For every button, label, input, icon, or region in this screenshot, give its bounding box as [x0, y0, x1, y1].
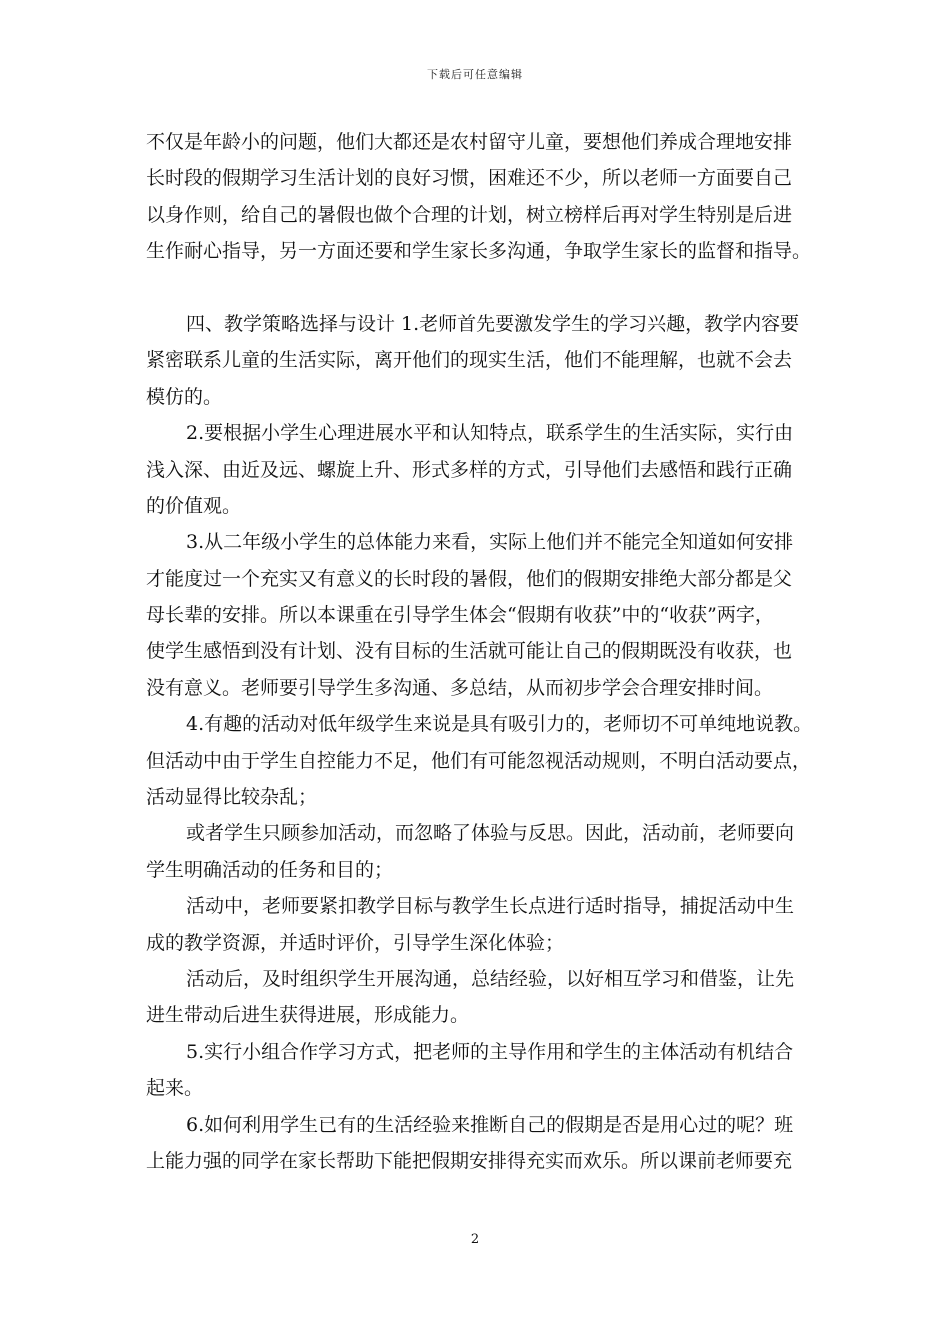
text-line: 2.要根据小学生心理进展水平和认知特点，联系学生的生活实际，实行由 [186, 422, 794, 445]
paragraph [146, 706, 826, 815]
text-line: 浅入深、由近及远、螺旋上升、形式多样的方式，引导他们去感悟和践行正确 [146, 458, 793, 481]
text-line: 以身作则，给自己的暑假也做个合理的计划，树立榜样后再对学生特别是后进 [146, 203, 793, 226]
paragraph [146, 1034, 826, 1107]
paragraph [146, 888, 826, 961]
paragraph [146, 961, 826, 1034]
text-line: 活动中，老师要紧扣教学目标与教学生长点进行适时指导，捕捉活动中生 [186, 895, 795, 918]
text-line: 上能力强的同学在家长帮助下能把假期安排得充实而欢乐。所以课前老师要充 [146, 1149, 793, 1172]
text-line: 或者学生只顾参加活动，而忽略了体验与反思。因此，活动前，老师要向 [186, 822, 795, 845]
text-line: 不仅是年龄小的问题，他们大都还是农村留守儿童，要想他们养成合理地安排 [146, 131, 793, 153]
text-line: 的价值观。 [146, 494, 242, 517]
text-line: 使学生感悟到没有计划、没有目标的生活就可能让自己的假期既没有收获，也 [146, 640, 793, 663]
text-line: 进生带动后进生获得进展，形成能力。 [146, 1004, 470, 1027]
text-line: 6.如何利用学生已有的生活经验来推断自己的假期是否是用心过的呢？班 [186, 1113, 794, 1136]
paragraph [146, 415, 826, 524]
text-line: 3.从二年级小学生的总体能力来看，实际上他们并不能完全知道如何安排 [186, 531, 794, 554]
text-line: 活动显得比较杂乱； [146, 786, 318, 809]
text-line: 母长辈的安排。所以本课重在引导学生体会“假期有收获”中的“收获”两字， [146, 604, 774, 627]
text-line: 生作耐心指导，另一方面还要和学生家长多沟通，争取学生家长的监督和指导。 [146, 240, 812, 263]
text-line: 长时段的假期学习生活计划的良好习惯，困难还不少，所以老师一方面要自己 [146, 167, 793, 190]
paragraph [146, 815, 826, 888]
text-line: 成的教学资源，并适时评价，引导学生深化体验； [146, 931, 565, 954]
text-line: 才能度过一个充实又有意义的长时段的暑假，他们的假期安排绝大部分都是父 [146, 567, 793, 590]
text-line: 模仿的。 [146, 385, 223, 408]
text-line: 四、教学策略选择与设计 1.老师首先要激发学生的学习兴趣，教学内容要 [186, 312, 800, 335]
text-line: 4.有趣的活动对低年级学生来说是具有吸引力的，老师切不可单纯地说教。 [186, 713, 813, 736]
paragraph-spacer [146, 270, 826, 306]
paragraph [146, 124, 826, 270]
paragraph [146, 306, 826, 415]
text-line: 活动后，及时组织学生开展沟通，总结经验，以好相互学习和借鉴，让先 [186, 967, 795, 990]
text-line: 5.实行小组合作学习方式，把老师的主导作用和学生的主体活动有机结合 [186, 1040, 794, 1063]
text-line: 学生明确活动的任务和目的； [146, 858, 394, 881]
paragraph [146, 1107, 826, 1180]
text-line: 起来。 [146, 1077, 204, 1100]
paragraph [146, 524, 826, 706]
text-line: 但活动中由于学生自控能力不足，他们有可能忽视活动规则，不明白活动要点， [146, 749, 812, 772]
document-body [146, 124, 826, 1179]
page-number: 2 [470, 1232, 480, 1247]
page-header: 下载后可任意编辑 [427, 68, 523, 81]
text-line: 紧密联系儿童的生活实际，离开他们的现实生活，他们不能理解，也就不会去 [146, 349, 793, 372]
text-line: 没有意义。老师要引导学生多沟通、多总结，从而初步学会合理安排时间。 [146, 676, 774, 699]
